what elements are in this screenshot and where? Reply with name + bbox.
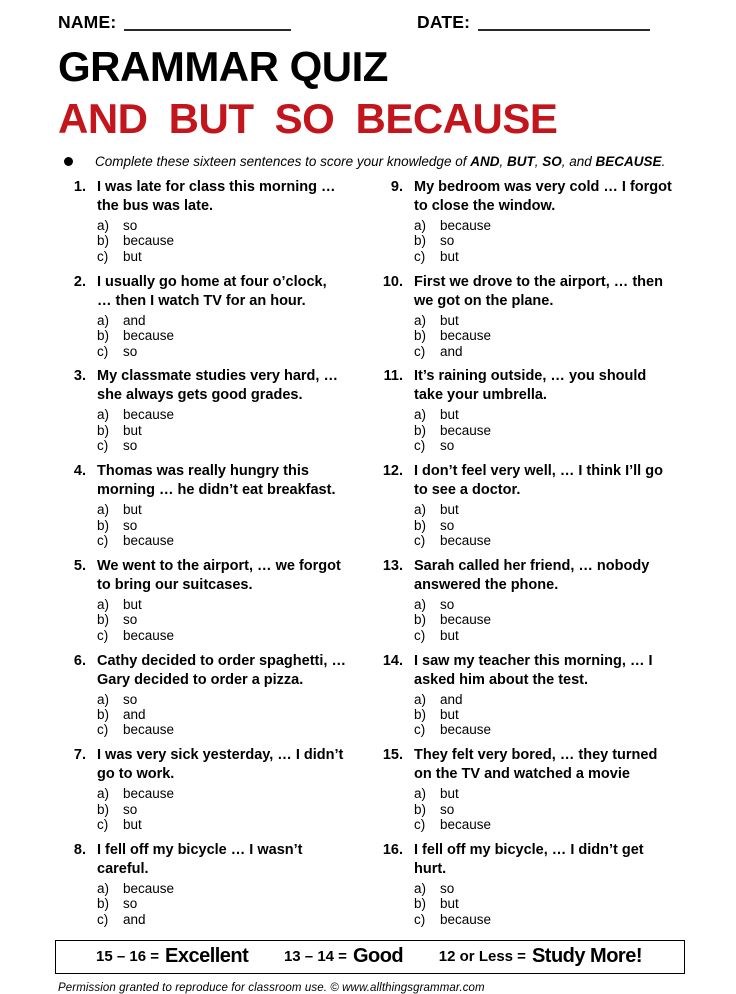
instruction-segment: , (534, 154, 543, 169)
option-letter: b) (97, 896, 110, 912)
question-body (414, 557, 649, 643)
question-body (97, 178, 336, 264)
option-row (97, 313, 327, 328)
option-row (414, 218, 672, 233)
question-body (97, 367, 338, 453)
option-text: but (123, 596, 142, 612)
question-sentence-line: Sarah called her friend, … nobody (414, 557, 650, 574)
option-row (414, 896, 644, 911)
option-row (97, 518, 335, 533)
option-row (414, 438, 646, 453)
question-item (375, 178, 686, 264)
option-text: because (123, 407, 175, 423)
option-text: because (440, 328, 492, 344)
question-number: 8. (73, 842, 86, 859)
option-letter: c) (97, 343, 109, 359)
option-letter: c) (414, 817, 426, 833)
question-text (97, 557, 341, 595)
option-text: so (440, 596, 455, 612)
option-row (414, 786, 657, 801)
option-letter: a) (414, 596, 427, 612)
option-text: so (123, 517, 138, 533)
question-options (97, 881, 302, 927)
question-body (414, 746, 657, 832)
option-text: and (123, 312, 146, 328)
option-row (414, 912, 644, 927)
question-sentence-line: to see a doctor. (414, 482, 521, 499)
question-options (97, 502, 335, 548)
option-row (414, 502, 663, 517)
option-letter: a) (414, 502, 427, 518)
option-letter: c) (414, 911, 426, 927)
option-letter: a) (414, 218, 427, 233)
option-letter: b) (97, 612, 110, 628)
question-options (414, 313, 663, 359)
option-text: so (123, 438, 138, 454)
question-number: 5. (73, 557, 86, 574)
score-item (284, 945, 403, 968)
question-options (414, 597, 649, 643)
question-sentence-line: go to work. (97, 766, 175, 783)
option-letter: c) (414, 532, 426, 548)
score-range: 15 – 16 = (96, 948, 159, 966)
option-letter: a) (414, 786, 427, 802)
option-row (97, 502, 335, 517)
question-sentence-line: we got on the plane. (414, 292, 554, 309)
option-text: but (440, 786, 459, 802)
option-row (97, 912, 302, 927)
option-row (97, 233, 336, 248)
option-letter: b) (97, 707, 110, 722)
name-label: NAME: (58, 12, 117, 32)
option-letter: c) (97, 627, 109, 643)
option-text: but (440, 248, 459, 264)
option-row (414, 518, 663, 533)
date-blank-line (478, 29, 650, 31)
question-sentence-line: Cathy decided to order spaghetti, … (97, 652, 346, 669)
option-text: because (440, 612, 492, 628)
option-letter: b) (97, 801, 110, 817)
option-text: but (123, 248, 142, 264)
option-text: so (123, 801, 138, 817)
question-options (414, 692, 653, 738)
option-row (414, 313, 663, 328)
question-sentence-line: They felt very bored, … they turned (414, 747, 658, 764)
option-letter: b) (414, 801, 427, 817)
question-item (375, 557, 686, 643)
option-text: so (123, 691, 138, 707)
score-box (55, 940, 685, 974)
option-row (97, 533, 335, 548)
question-text (97, 652, 346, 690)
option-text: and (123, 707, 146, 722)
score-item (96, 945, 248, 968)
question-sentence-line: I don’t feel very well, … I think I’ll go (414, 463, 663, 480)
option-letter: c) (414, 343, 426, 359)
option-text: because (123, 627, 175, 643)
option-letter: b) (97, 422, 110, 438)
question-text (414, 273, 663, 311)
option-text: because (123, 722, 175, 738)
option-row (414, 881, 644, 896)
question-number: 3. (73, 368, 86, 385)
question-item (375, 273, 686, 359)
option-row (97, 438, 338, 453)
option-text: so (440, 881, 455, 897)
option-text: because (123, 233, 175, 249)
option-text: but (123, 817, 142, 833)
question-text (414, 462, 663, 500)
option-text: because (440, 422, 492, 438)
instruction-keyword: BUT (506, 154, 535, 169)
question-item (58, 746, 375, 832)
question-sentence-line: We went to the airport, … we forgot (97, 557, 341, 574)
question-text (414, 557, 649, 595)
question-body (414, 273, 663, 359)
instruction-segment: , (499, 154, 507, 169)
option-row (97, 692, 346, 707)
option-row (97, 612, 341, 627)
option-letter: c) (414, 248, 426, 264)
question-sentence-line: she always gets good grades. (97, 387, 303, 404)
question-number: 2. (73, 273, 86, 290)
option-row (414, 597, 649, 612)
question-number: 6. (73, 652, 86, 669)
option-letter: c) (97, 911, 109, 927)
question-body (414, 178, 672, 264)
option-letter: b) (414, 896, 427, 912)
question-body (97, 462, 335, 548)
option-row (97, 423, 338, 438)
option-text: so (440, 517, 455, 533)
score-item (439, 945, 642, 968)
option-text: so (440, 438, 455, 454)
question-item (375, 367, 686, 453)
question-sentence-line: to close the window. (414, 198, 556, 214)
option-text: so (440, 233, 455, 249)
question-body (414, 462, 663, 548)
option-letter: b) (414, 612, 427, 628)
date-field (417, 12, 650, 33)
option-row (414, 722, 653, 737)
option-row (97, 344, 327, 359)
question-body (97, 746, 343, 832)
question-text (97, 178, 336, 216)
question-item (58, 652, 375, 738)
option-letter: b) (414, 233, 427, 249)
option-text: because (123, 881, 175, 897)
option-text: but (440, 502, 459, 518)
option-text: because (440, 817, 492, 833)
question-options (414, 881, 644, 927)
question-options (414, 218, 672, 264)
question-item (58, 178, 375, 264)
question-body (97, 273, 327, 359)
option-letter: a) (97, 596, 110, 612)
option-row (97, 802, 343, 817)
option-letter: b) (414, 707, 427, 722)
option-letter: c) (97, 817, 109, 833)
question-sentence-line: careful. (97, 861, 149, 878)
question-number: 11. (383, 368, 403, 385)
option-letter: c) (414, 627, 426, 643)
option-text: and (440, 343, 463, 359)
instruction-row (58, 154, 686, 170)
option-text: because (123, 328, 175, 344)
question-body (414, 841, 644, 927)
question-options (97, 597, 341, 643)
option-row (414, 628, 649, 643)
option-letter: a) (97, 407, 110, 423)
option-letter: b) (414, 328, 427, 344)
question-number: 10. (382, 273, 403, 290)
question-options (97, 218, 336, 264)
page-title: GRAMMAR QUIZ (58, 43, 388, 90)
option-letter: b) (97, 233, 110, 249)
option-row (414, 423, 646, 438)
question-options (414, 502, 663, 548)
option-letter: a) (97, 502, 110, 518)
instruction-segment: . (661, 154, 666, 169)
question-sentence-line: I usually go home at four o’clock, (97, 273, 327, 290)
option-letter: a) (414, 407, 427, 423)
page-subtitle: AND BUT SO BECAUSE (58, 95, 558, 142)
question-body (97, 557, 341, 643)
question-sentence-line: First we drove to the airport, … then (414, 273, 663, 290)
option-row (414, 612, 649, 627)
instruction-keyword: SO (542, 154, 562, 169)
option-row (97, 328, 327, 343)
date-label: DATE: (417, 12, 471, 32)
option-row (414, 707, 653, 722)
question-number: 12. (382, 463, 403, 480)
option-letter: a) (414, 691, 427, 707)
question-text (97, 273, 327, 311)
option-row (97, 896, 302, 911)
questions-column-right (375, 178, 686, 936)
question-text (97, 462, 335, 500)
option-text: but (440, 407, 459, 423)
option-letter: c) (414, 722, 426, 738)
question-sentence-line: My bedroom was very cold … I forgot (414, 179, 672, 195)
option-text: and (440, 691, 463, 707)
option-row (97, 407, 338, 422)
question-body (97, 841, 302, 927)
question-sentence-line: I fell off my bicycle, … I didn’t get (414, 842, 644, 859)
question-sentence-line: … then I watch TV for an hour. (97, 292, 306, 309)
instruction-segment: Complete these sixteen sentences to score your knowledge of (95, 154, 471, 169)
option-text: so (123, 343, 138, 359)
question-text (414, 178, 672, 216)
option-text: because (440, 722, 492, 738)
question-number: 14. (382, 652, 403, 669)
instruction-keyword: AND (470, 154, 500, 169)
option-letter: b) (414, 422, 427, 438)
option-row (414, 233, 672, 248)
question-sentence-line: I was late for class this morning … (97, 179, 336, 195)
option-letter: c) (97, 438, 109, 454)
question-options (97, 313, 327, 359)
credit-line: Permission granted to reproduce for classroom use. © www.allthingsgrammar.com (58, 981, 485, 994)
question-sentence-line: It’s raining outside, … you should (414, 368, 647, 385)
question-number: 4. (73, 463, 86, 480)
question-text (414, 841, 644, 879)
question-sentence-line: I was very sick yesterday, … I didn’t (97, 747, 344, 764)
question-body (414, 652, 653, 738)
option-row (97, 218, 336, 233)
question-sentence-line: the bus was late. (97, 198, 214, 214)
option-letter: b) (97, 517, 110, 533)
option-letter: b) (97, 328, 110, 344)
option-text: but (440, 896, 459, 912)
option-letter: a) (97, 312, 110, 328)
question-number: 13. (382, 557, 403, 574)
option-text: but (123, 502, 142, 518)
option-letter: b) (414, 517, 427, 533)
option-row (414, 802, 657, 817)
option-letter: c) (97, 722, 109, 738)
question-options (414, 786, 657, 832)
option-row (97, 786, 343, 801)
option-row (97, 817, 343, 832)
option-text: because (440, 218, 492, 233)
option-letter: a) (97, 881, 110, 897)
score-label: Excellent (164, 945, 249, 968)
option-text: but (440, 707, 459, 722)
instruction-text (95, 154, 665, 169)
question-sentence-line: take your umbrella. (414, 387, 547, 404)
question-text (97, 367, 338, 405)
option-row (414, 692, 653, 707)
question-options (97, 786, 343, 832)
option-letter: a) (414, 881, 427, 897)
question-item (58, 273, 375, 359)
question-item (58, 841, 375, 927)
question-sentence-line: answered the phone. (414, 576, 559, 593)
question-body (97, 652, 346, 738)
question-sentence-line: I fell off my bicycle … I wasn’t (97, 842, 303, 859)
option-text: so (123, 896, 138, 912)
option-text: so (123, 218, 138, 233)
option-row (97, 249, 336, 264)
option-text: so (440, 801, 455, 817)
question-sentence-line: on the TV and watched a movie (414, 766, 630, 783)
option-text: because (123, 786, 175, 802)
option-letter: c) (414, 438, 426, 454)
option-text: because (440, 911, 492, 927)
question-sentence-line: to bring our suitcases. (97, 576, 253, 593)
question-options (414, 407, 646, 453)
question-sentence-line: My classmate studies very hard, … (97, 368, 338, 385)
option-row (97, 707, 346, 722)
option-row (97, 881, 302, 896)
question-number: 16. (382, 842, 403, 859)
instruction-keyword: BECAUSE (595, 154, 662, 169)
question-item (58, 462, 375, 548)
option-text: because (440, 532, 492, 548)
question-item (58, 557, 375, 643)
question-options (97, 407, 338, 453)
question-item (375, 841, 686, 927)
question-text (414, 746, 657, 784)
questions-area (58, 178, 686, 936)
option-row (97, 597, 341, 612)
option-row (414, 249, 672, 264)
option-letter: c) (97, 532, 109, 548)
question-sentence-line: asked him about the test. (414, 671, 589, 688)
score-range: 12 or Less = (438, 948, 526, 966)
question-sentence-line: morning … he didn’t eat breakfast. (97, 482, 336, 499)
question-number: 7. (73, 747, 86, 764)
question-item (375, 746, 686, 832)
question-text (97, 841, 302, 879)
question-number: 9. (390, 179, 403, 195)
question-body (414, 367, 646, 453)
option-letter: a) (97, 786, 110, 802)
option-text: because (123, 532, 175, 548)
question-sentence-line: Gary decided to order a pizza. (97, 671, 304, 688)
question-text (414, 367, 646, 405)
question-item (375, 462, 686, 548)
option-letter: a) (414, 312, 427, 328)
bullet-icon (64, 157, 73, 166)
score-range: 13 – 14 = (283, 948, 347, 966)
option-letter: a) (97, 691, 110, 707)
question-number: 15. (382, 747, 403, 764)
question-text (97, 746, 343, 784)
question-sentence-line: Thomas was really hungry this (97, 463, 309, 480)
option-row (414, 533, 663, 548)
option-row (97, 722, 346, 737)
score-label: Good (352, 945, 404, 968)
header-row (58, 12, 686, 33)
option-row (97, 628, 341, 643)
name-blank-line (124, 29, 291, 31)
option-row (414, 328, 663, 343)
question-number: 1. (73, 179, 86, 195)
option-row (414, 344, 663, 359)
option-letter: a) (97, 218, 110, 233)
question-sentence-line: hurt. (414, 861, 447, 878)
option-text: but (123, 422, 142, 438)
questions-column-left (58, 178, 375, 936)
option-text: but (440, 312, 459, 328)
option-text: but (440, 627, 459, 643)
score-label: Study More! (531, 945, 642, 968)
option-row (414, 407, 646, 422)
question-text (414, 652, 653, 690)
name-field (58, 12, 417, 33)
option-text: and (123, 911, 146, 927)
option-text: so (123, 612, 138, 628)
question-sentence-line: I saw my teacher this morning, … I (414, 652, 653, 669)
option-row (414, 817, 657, 832)
option-letter: c) (97, 248, 109, 264)
question-item (58, 367, 375, 453)
instruction-segment: , and (561, 154, 596, 169)
question-options (97, 692, 346, 738)
question-item (375, 652, 686, 738)
